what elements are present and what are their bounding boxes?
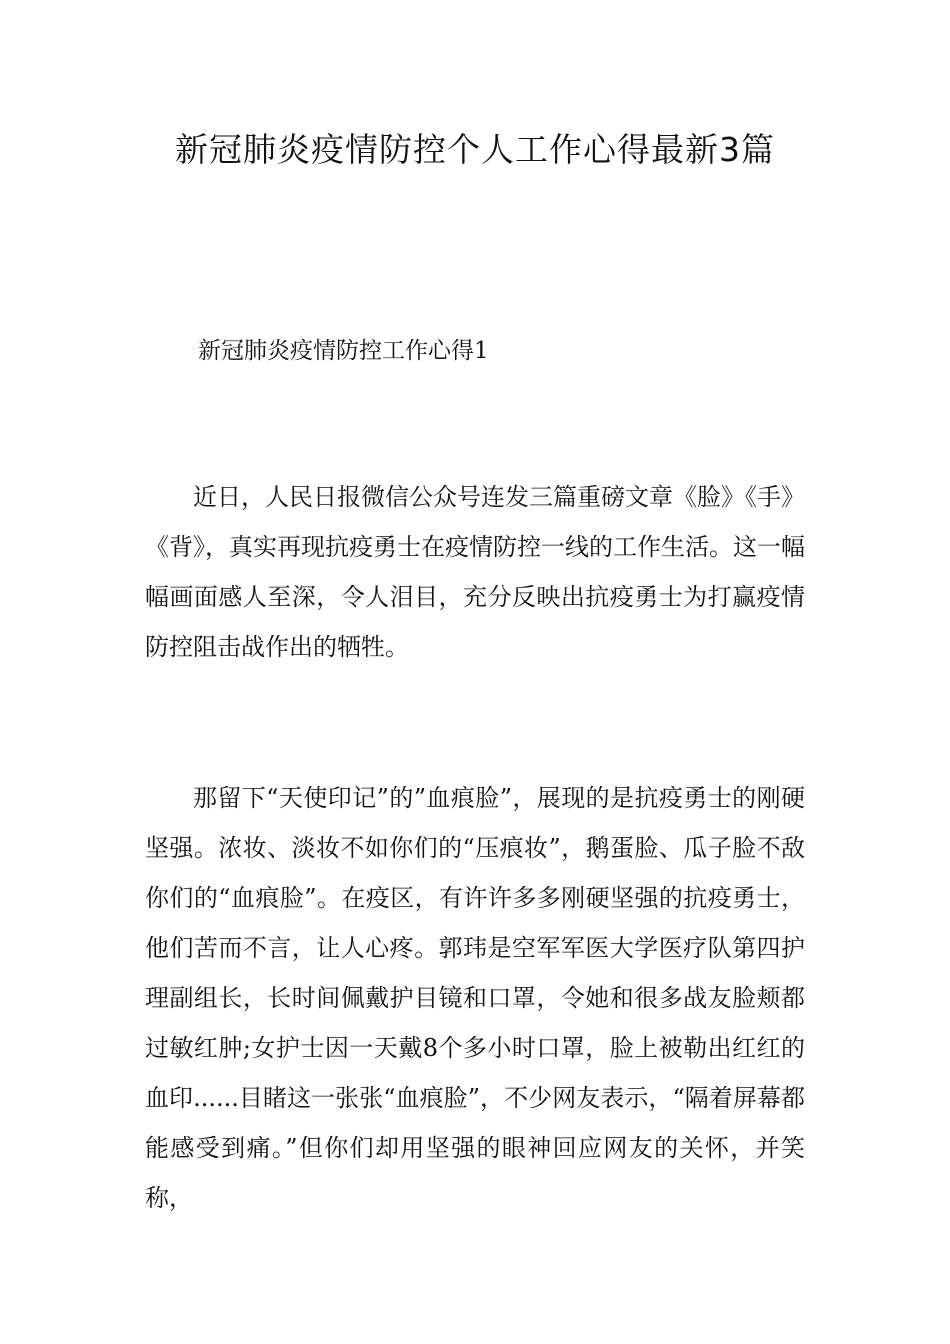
paragraph: 那留下“天使印记”的”血痕脸”，展现的是抗疫勇士的刚硬坚强。浓妆、淡妆不如你们的“压痕妆”，鹅蛋脸、瓜子脸不敌你们的“血痕脸”。在疫区，有许许多多刚硬坚强的抗疫勇士，他们苦而不言，让人心疼。郭玮是空军军医大学医疗队第四护理副组长，长时间佩戴护目镜和口罩，令她和很多战友脸颊都过敏红肿;女护士因一天戴8个多小时口罩，脸上被勒出红红的血印......目睹这一张张“血痕脸”，不少网友表示，“隔着屏幕都能感受到痛。”但你们却用坚强的眼神回应网友的关怀，并笑称，	[145, 784, 805, 1212]
section-heading: 新冠肺炎疫情防控工作心得1	[198, 338, 489, 364]
document-title: 新冠肺炎疫情防控个人工作心得最新3篇	[175, 130, 775, 169]
paragraph: 近日，人民日报微信公众号连发三篇重磅文章《脸》《手》《背》，真实再现抗疫勇士在疫情防控一线的工作生活。这一幅幅画面感人至深，令人泪目，充分反映出抗疫勇士为打赢疫情防控阻击战作出的牺牲。	[145, 483, 805, 661]
